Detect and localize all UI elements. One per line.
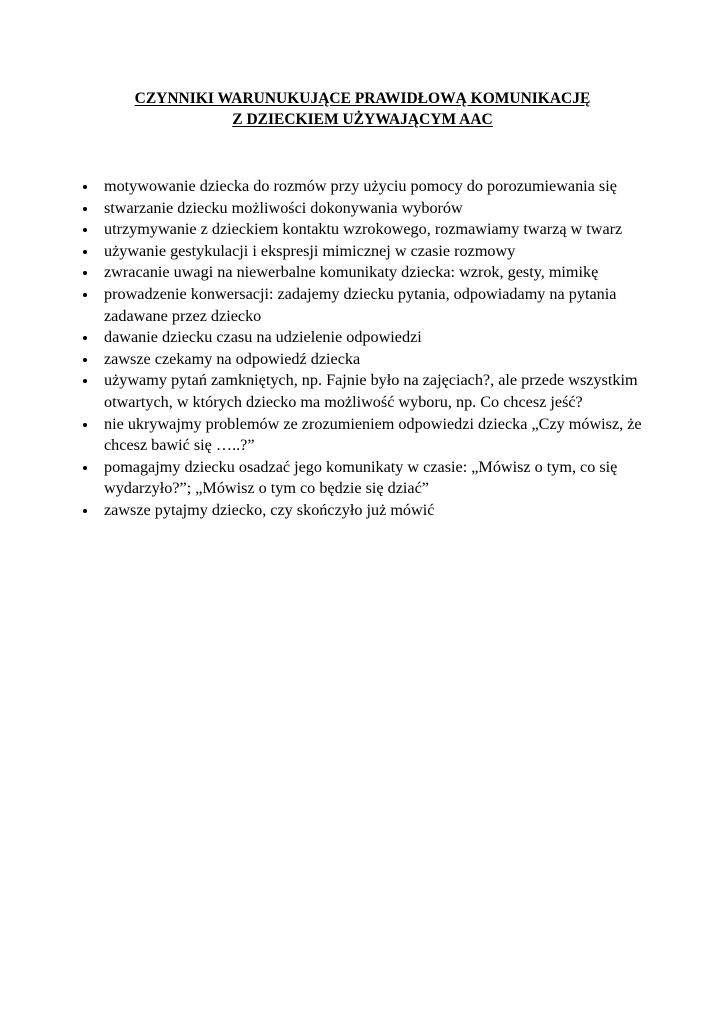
document-title xyxy=(60,88,665,130)
bullet-icon xyxy=(83,509,87,513)
bullet-icon xyxy=(83,336,87,340)
bullet-icon xyxy=(83,207,87,211)
list-item xyxy=(104,349,644,371)
list-item xyxy=(104,327,644,349)
list-item-text: nie ukrywajmy problemów ze zrozumieniem odpowiedzi dziecka „Czy mówisz, że chcesz bawić się …..?” xyxy=(104,414,642,455)
bullet-icon xyxy=(83,379,87,383)
list-item-text: utrzymywanie z dzieckiem kontaktu wzrokowego, rozmawiamy twarzą w twarz xyxy=(104,220,623,239)
bullet-icon xyxy=(83,250,87,254)
list-item xyxy=(104,457,644,500)
list-item-text: motywowanie dziecka do rozmów przy użyciu pomocy do porozumiewania się xyxy=(104,177,617,195)
list-item xyxy=(104,262,644,284)
list-item-text: stwarzanie dziecku możliwości dokonywania wyborów xyxy=(104,198,463,217)
list-item-text: dawanie dziecku czasu na udzielenie odpowiedzi xyxy=(104,328,422,347)
list-item-text: używanie gestykulacji i ekspresji mimicznej w czasie rozmowy xyxy=(104,241,516,260)
bullet-icon xyxy=(83,423,87,427)
list-item-text: zawsze pytajmy dziecko, czy skończyło już mówić xyxy=(104,500,435,519)
bullet-icon xyxy=(83,293,87,297)
list-item xyxy=(104,284,644,327)
title-line-2: Z DZIECKIEM UŻYWAJĄCYM AAC xyxy=(232,111,493,128)
list-item-text: używamy pytań zamkniętych, np. Fajnie było na zajęciach?, ale przede wszystkim otwartych, w których dziecko ma możliwość wyboru, np. Co chcesz jeść? xyxy=(104,371,638,411)
bullet-icon xyxy=(83,466,87,470)
title-line-1: CZYNNIKI WARUNUKUJĄCE PRAWIDŁOWĄ KOMUNIKACJĘ xyxy=(134,90,591,107)
list-item xyxy=(104,176,644,198)
factor-list xyxy=(104,176,644,522)
list-item xyxy=(104,198,644,220)
list-item-text: pomagajmy dziecku osadzać jego komunikaty w czasie: „Mówisz o tym, co się wydarzyło?”; „Mówisz o tym co będzie się dziać” xyxy=(104,457,618,498)
list-item-text: zwracanie uwagi na niewerbalne komunikaty dziecka: wzrok, gesty, mimikę xyxy=(104,263,599,282)
list-item xyxy=(104,414,644,457)
bullet-icon xyxy=(83,228,87,232)
bullet-icon xyxy=(83,271,87,275)
bullet-icon xyxy=(83,358,87,362)
list-item-text: prowadzenie konwersacji: zadajemy dziecku pytania, odpowiadamy na pytania zadawane przez dziecko xyxy=(104,284,617,325)
list-item-text: zawsze czekamy na odpowiedź dziecka xyxy=(104,349,361,368)
list-item xyxy=(104,500,644,522)
bullet-icon xyxy=(83,185,87,189)
list-item xyxy=(104,219,644,241)
list-item xyxy=(104,241,644,263)
list-item xyxy=(104,370,644,413)
